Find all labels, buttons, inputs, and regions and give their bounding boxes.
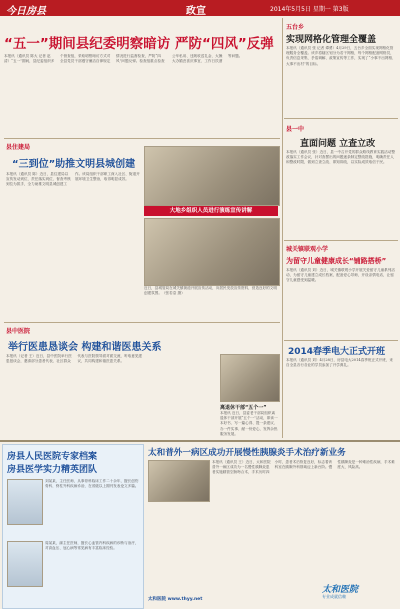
children-headline: 为留守儿童健康成长“铺路搭桥”	[286, 257, 387, 265]
issue-date: 2014年5月5日	[270, 6, 311, 13]
news-photo-main	[144, 218, 280, 286]
expert-panel	[2, 444, 144, 609]
lead-headline: “五一”期间县纪委明察暗访 严防“四风”反弹	[4, 36, 274, 52]
grid-headline: 实现网格化管理全覆盖	[286, 35, 377, 45]
doctor-bio-1: 刘某某，主任医师，从事骨科临床工作二十余年，擅长创伤骨科、脊柱外科疾病诊治，在省级以上期刊发表论文多篇。	[45, 479, 139, 489]
doctor-photo-2	[7, 541, 43, 587]
grid-article: 本报讯（通讯员 张 记者 谭勇）4月29日，五台乡全面实现网格化管理服务全覆盖。该乡将辖区划分为若干网格，每个网格配备网格员，负责信息采集、矛盾调解、政策宣传等工作，实现了“小事不出网格、大事不出村”的目标。	[286, 46, 396, 66]
section-name: 政宣	[186, 6, 206, 17]
expert-title-1: 房县人民医院专家档案	[7, 452, 98, 462]
housing-article: 本报讯（通讯员 陈）近日，县住建局以宣传发动到位、责任落实到位、督查考核到位为抓手，全力助推文明县城创建工作。该局组织干部职工深入社区、街道开展环境卫生整治，取得明显成效。	[6, 172, 140, 187]
hospital-brand: 太和医院	[322, 585, 359, 595]
tcm-headline: 举行医患恳谈会 构建和谐医患关系	[8, 342, 162, 353]
tvu-headline: 2014春季电大正式开班	[288, 347, 386, 357]
children-article: 本报讯（通讯员 刘）近日，城关镇联观小学开展关爱留守儿童系列活动，为留守儿童建立成长档案，配备爱心导师，开设亲情电话，让留守儿童感受到温暖。	[286, 268, 395, 283]
feature-headline: 太和普外一病区成功开展慢性胰腺炎手术治疗新业务	[148, 448, 346, 458]
newspaper-logo: 今日房县	[6, 6, 46, 17]
school-article: 本报讯（通讯员 张）近日，县一中召开党的群众路线教育实践活动整改落实工作会议，针对查摆出的问题逐条制定整改措施，明确责任人和整改时限，做到立查立改、即知即改，以实际成效取信于民。	[286, 150, 395, 165]
issue-info	[270, 4, 349, 13]
photo-banner: 大地乡组织人员进行演练宣传讲解	[144, 206, 278, 216]
feature-panel	[146, 444, 398, 607]
housing-headline: “三到位”助推文明县城创建	[12, 159, 136, 170]
lead-article: 本报讯（通讯员 陈大 记者 赵清）“五一”期间，县纪委组织多个督查组，采取明察暗访方式对全县党员干部遵守廉洁自律规定情况进行监督检查，严防“四风”问题反弹。检查组重点检查公车私用、违规收送礼金、大操大办婚丧喜庆事宜、工作日饮酒等问题。	[4, 54, 243, 64]
expert-title-2: 房县医学实力精英团队	[7, 465, 98, 475]
hospital-slogan: 专业成就信赖	[322, 594, 346, 599]
children-kicker: 城关镇联观小学	[286, 246, 329, 253]
tcm-article: 本报讯（记者 王）近日，县中医院举行医患恳谈会，邀请部分患者代表、社区群众代表与医院领导面对面交流，听取意见建议，共同构建和谐医患关系。	[6, 354, 143, 364]
issue-page: 第3版	[332, 6, 349, 13]
school-kicker: 县一中	[286, 126, 305, 133]
masthead	[0, 0, 400, 16]
tcm-photo	[220, 354, 280, 402]
housing-kicker: 县住建局	[6, 144, 31, 151]
photo-caption: 近日，县城管局在城关镇街道开展宣传活动，向居民发放宣传资料，营造良好的文明创建氛围。（张若壹 摄）	[144, 286, 277, 296]
doctor-bio-2: 周某某，副主任医师，擅长心血管内科疾病的诊断与治疗，对高血压、冠心病等常见病有丰富临床经验。	[45, 541, 139, 551]
issue-weekday: 星期一	[312, 6, 331, 13]
tcm-kicker: 县中医院	[6, 328, 31, 335]
grid-kicker: 五台乡	[286, 24, 305, 31]
feature-photo	[148, 460, 210, 502]
retiree-headline: 离退休干部“五个一”	[220, 405, 267, 411]
retiree-article: 本报讯 近日，县委老干部局组织离退休干部开展“五个一”活动，即读一本好书、写一篇心得、提一条建议、办一件实事、献一份爱心，发挥余热服务发展。	[220, 411, 278, 436]
news-photo-top	[144, 146, 280, 206]
tvu-article: 本报讯（通讯员 刘）4月28日，房县电大2014春季班正式开班，来自全县各行各业的学员参加了开学典礼。	[286, 358, 393, 368]
doctor-photo-1	[7, 479, 43, 525]
feature-article: 本报讯（通讯员 王）近日，太和医院普外一病区成功为一名慢性胰腺炎患者实施胰管空肠吻合术，手术历时四小时，患者术后恢复良好，标志着该科室在胰腺外科领域迈上新台阶。慢性胰腺炎是一种难治性疾病，手术难度大、风险高。	[212, 460, 395, 475]
school-headline: 直面问题 立查立改	[300, 139, 376, 149]
hospital-footer: 太和医院 www.thyy.net	[148, 597, 203, 602]
